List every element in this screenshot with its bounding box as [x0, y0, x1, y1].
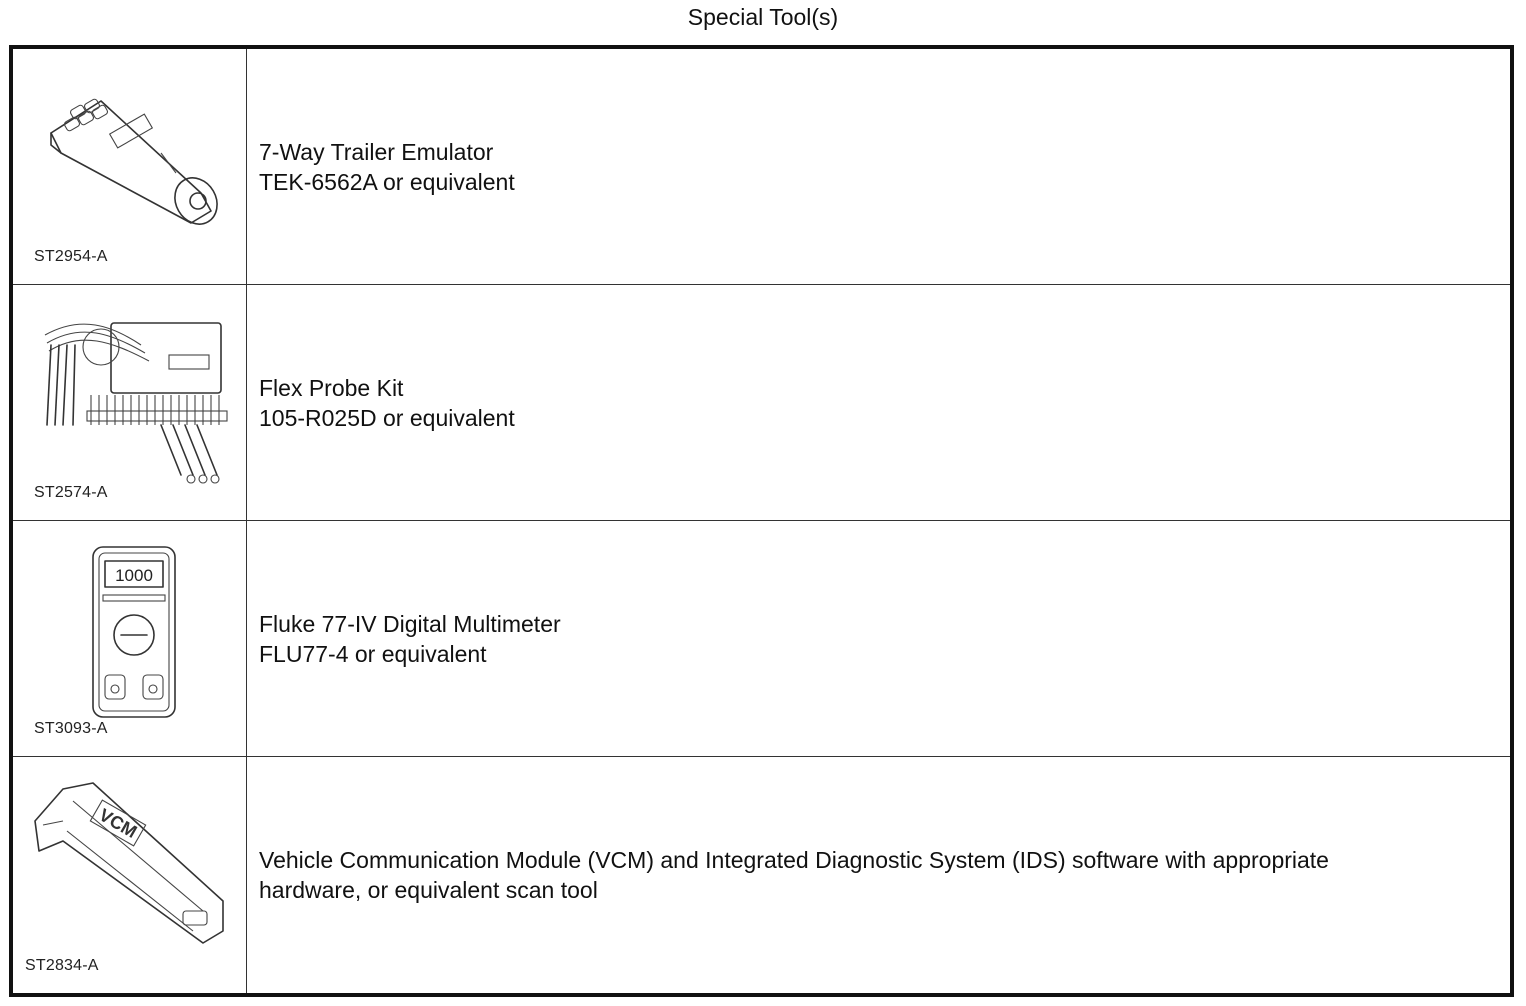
tool-name: 7-Way Trailer Emulator	[259, 138, 494, 165]
tool-part-number: TEK-6562A or equivalent	[259, 168, 515, 195]
page-title: Special Tool(s)	[687, 4, 839, 30]
tool-image-cell	[13, 49, 247, 284]
table-row	[13, 757, 1510, 993]
trailer-emulator-icon	[41, 93, 231, 233]
vcm-icon	[33, 781, 233, 951]
display-reading: 1000	[115, 566, 153, 585]
tool-part-number: hardware, or equivalent scan tool	[259, 877, 598, 903]
tool-name: Vehicle Communication Module (VCM) and Integrated Diagnostic System (IDS) software with appropriate	[259, 847, 1329, 873]
table-row	[13, 49, 1510, 285]
tool-description	[259, 285, 1490, 520]
tool-code: ST2954-A	[34, 248, 108, 265]
flex-probe-kit-icon	[41, 315, 231, 495]
table-row	[13, 521, 1510, 757]
tool-name: Fluke 77-IV Digital Multimeter	[259, 610, 561, 637]
multimeter-icon	[89, 543, 179, 723]
tool-image-cell	[13, 757, 247, 993]
tool-part-number: 105-R025D or equivalent	[259, 404, 515, 431]
tool-description	[259, 49, 1490, 284]
tool-code: ST2574-A	[34, 484, 108, 501]
table-row	[13, 285, 1510, 521]
tool-description	[259, 757, 1490, 993]
tool-image-cell	[13, 521, 247, 756]
tool-code: ST2834-A	[25, 957, 99, 974]
special-tools-table	[9, 45, 1514, 997]
tool-part-number: FLU77-4 or equivalent	[259, 640, 487, 667]
tool-name: Flex Probe Kit	[259, 374, 404, 401]
tool-code: ST3093-A	[34, 720, 108, 737]
tool-image-cell	[13, 285, 247, 520]
tool-description	[259, 521, 1490, 756]
vcm-device-label: VCM	[95, 804, 141, 842]
